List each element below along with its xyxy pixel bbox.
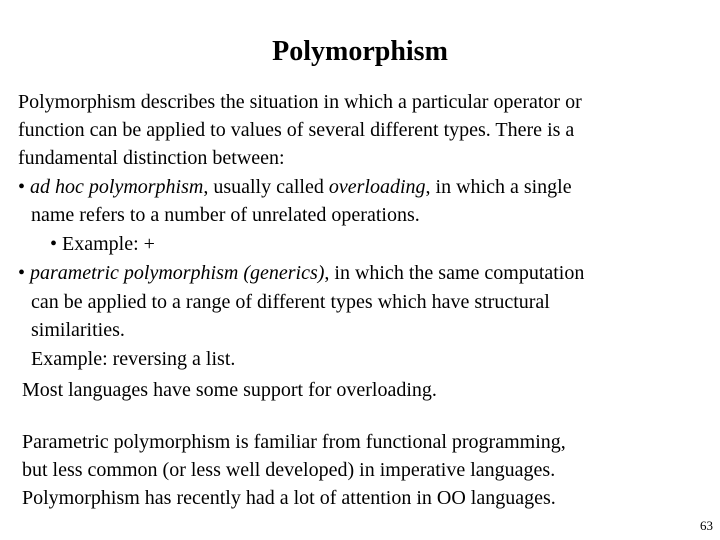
bullet-ad-hoc-rest: , in which a single [425,176,572,198]
term-parametric-polymorphism: parametric polymorphism (generics) [30,262,325,284]
intro-line-1: Polymorphism describes the situation in which a particular operator or [18,91,582,113]
closing-line-1: Parametric polymorphism is familiar from functional programming, [22,431,566,453]
bullet-marker: • [18,262,31,284]
bullet-parametric-rest: , in which the same computation [324,262,585,284]
bullet-ad-hoc-continuation: name refers to a number of unrelated operations. [31,204,420,226]
closing-line-3: Polymorphism has recently had a lot of attention in OO languages. [22,487,556,509]
bullet-marker: • [18,176,31,198]
example-reversing-list: Example: reversing a list. [31,348,236,370]
page-number: 63 [700,518,713,533]
slide-title: Polymorphism [272,36,448,67]
overloading-note: Most languages have some support for overloading. [22,379,437,401]
bullet-parametric-continuation-2: similarities. [31,319,125,341]
closing-line-2: but less common (or less well developed) in imperative languages. [22,459,556,481]
sub-bullet-example-plus: • Example: + [50,233,155,255]
intro-line-3: fundamental distinction between: [18,147,285,169]
term-ad-hoc-polymorphism: ad hoc polymorphism [30,176,204,198]
term-overloading: overloading [328,176,426,198]
intro-line-2: function can be applied to values of several different types. There is a [18,119,575,141]
bullet-ad-hoc-mid: , usually called [203,176,329,198]
bullet-parametric-continuation-1: can be applied to a range of different types which have structural [31,291,550,313]
bullet-ad-hoc [18,173,572,201]
bullet-parametric [18,259,584,287]
